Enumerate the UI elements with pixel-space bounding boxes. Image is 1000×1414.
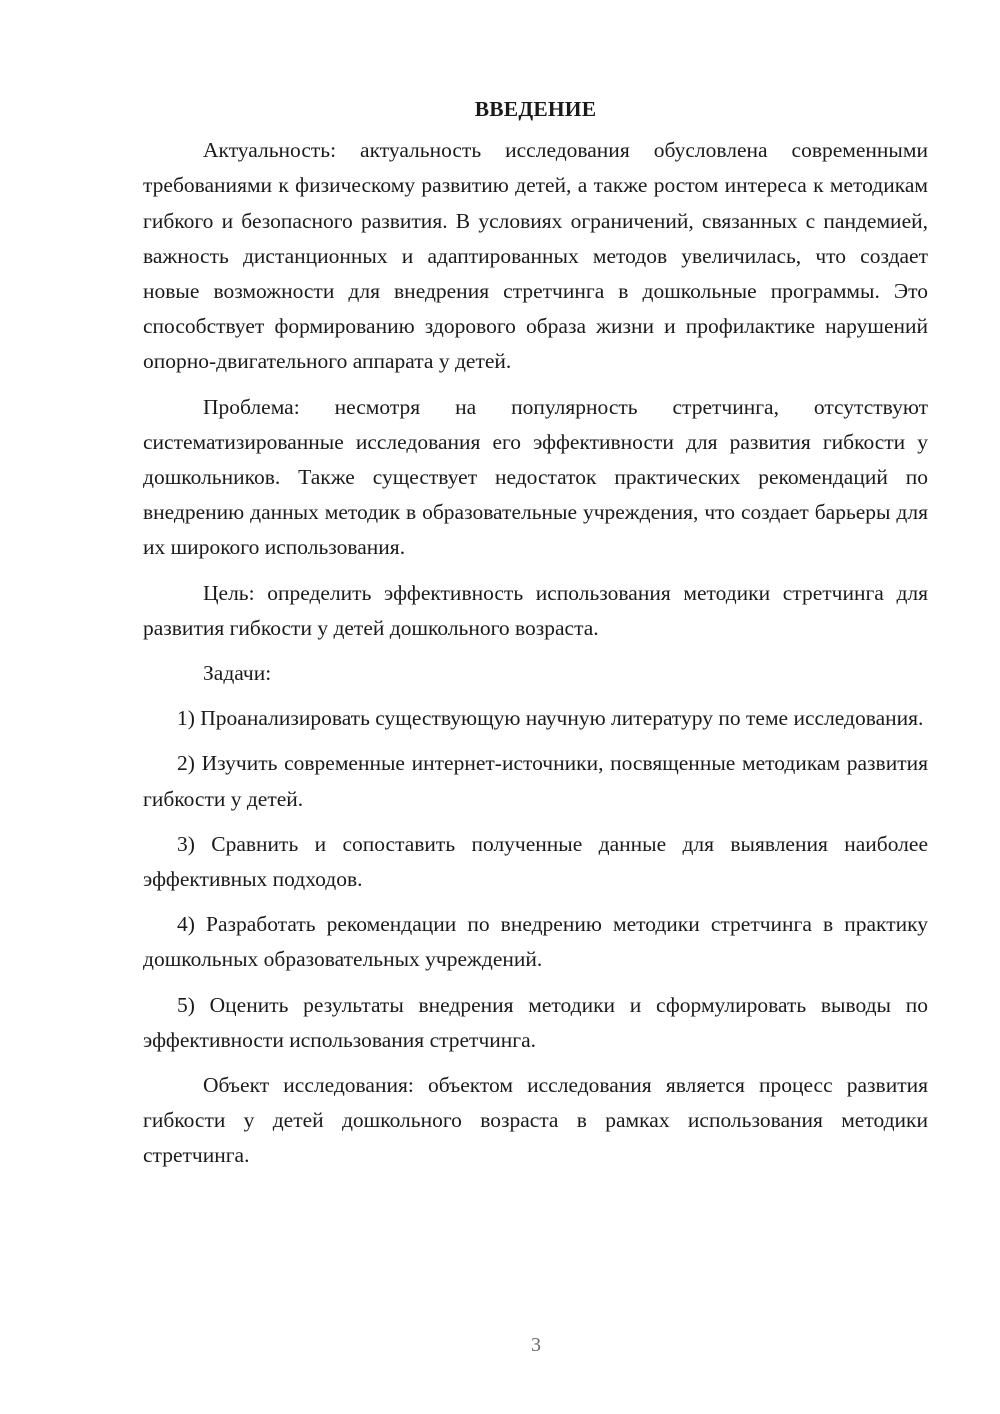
problem-paragraph: Проблема: несмотря на популярность стретчинга, отсутствуют систематизированные исследования его эффективности для развития гибкости у дошкольников. Также существует недостаток практических рекомендаций по внедрению данных методик в образовательные учреждения, что создает барьеры для их широкого использования. [143, 394, 928, 560]
task-item-1: 1) Проанализировать существующую научную литературу по теме исследования. [177, 706, 924, 731]
object-paragraph: Объект исследования: объектом исследования является процесс развития гибкости у детей дошкольного возраста в рамках использования методики стретчинга. [143, 1073, 928, 1168]
task-item-4: 4) Разработать рекомендации по внедрению методики стретчинга в практику дошкольных образовательных учреждений. [143, 912, 928, 972]
goal-paragraph: Цель: определить эффективность использования методики стретчинга для развития гибкости у детей дошкольного возраста. [143, 580, 928, 640]
tasks-label: Задачи: [203, 661, 272, 686]
page-content [143, 92, 928, 1174]
task-item-3: 3) Сравнить и сопоставить полученные данные для выявления наиболее эффективных подходов. [143, 831, 928, 892]
page-title: ВВЕДЕНИЕ [474, 97, 597, 121]
relevance-paragraph: Актуальность: актуальность исследования обусловлена современными требованиями к физическому развитию детей, а также ростом интереса к методикам гибкого и безопасного развития. В условиях ограничений, связанных с пандемией, важность дистанционных и адаптированных методов увеличилась, что создает новые возможности для внедрения стретчинга в дошкольные программы. Это способствует формированию здорового образа жизни и профилактике нарушений опорно-двигательного аппарата у детей. [143, 138, 928, 374]
task-item-5: 5) Оценить результаты внедрения методики и сформулировать выводы по эффективности использования стретчинга. [143, 992, 928, 1052]
task-item-2: 2) Изучить современные интернет-источники, посвященные методикам развития гибкости у детей. [143, 751, 928, 811]
page-number: 3 [531, 1334, 541, 1356]
